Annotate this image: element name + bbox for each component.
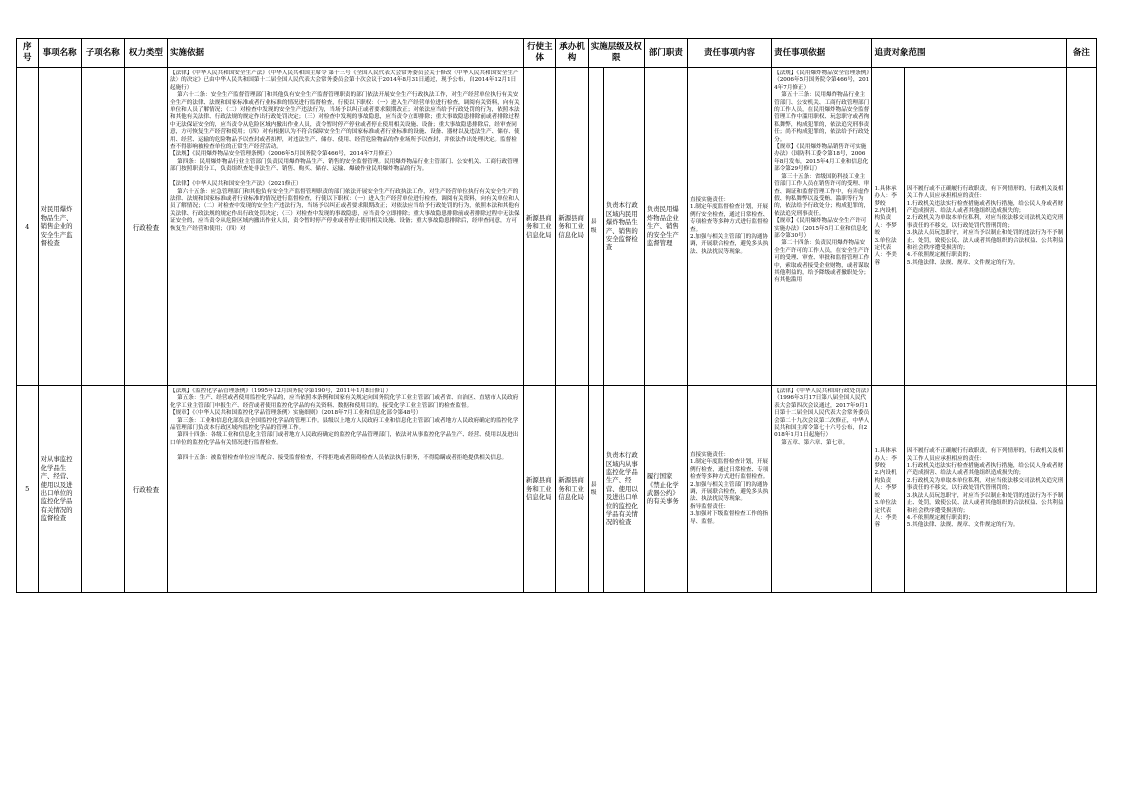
row-subitem	[81, 386, 124, 593]
row-seq: 5	[17, 386, 39, 593]
row-seq: 4	[17, 68, 39, 386]
row-scope: 1.具体承办人：李梦皎 2.内设机构负责人：李梦皎 3.单位法定代表人：李美蓉	[872, 68, 904, 386]
row-respbasis-cell	[772, 68, 872, 386]
row-level-b: 负责本行政区域内从事监控化学品生产、经营、使用以及进出口单位的监控化学品有关情况的检查	[603, 386, 644, 593]
header-level: 实施层级及权限	[588, 39, 644, 68]
row-remark	[1066, 386, 1096, 593]
row-dept: 履行国家《禁止化学武器公约》的有关事务	[644, 386, 687, 593]
header-agency: 承办机构	[556, 39, 588, 68]
row-item: 对民用爆炸物品生产、销售企业的安全生产监督检查	[38, 68, 81, 386]
row-type: 行政检查	[124, 386, 167, 593]
row-remark	[1066, 68, 1096, 386]
row-scope: 1.具体承办人：李梦皎 2.内设机构负责人：李梦皎 3.单位法定代表人：李美蓉	[872, 386, 904, 593]
row-resp: 直接实施责任： 1.制定年度监督检查计划，开展例行安全检查，通过日常检查、专项检查等多种方式进行监督检查。 2.加强与相关主管部门的沟通协调，开展联合检查，避免多头执法、执法扰民等现象。	[687, 68, 771, 386]
row-agency: 新源县商务和工业信息化局	[556, 68, 588, 386]
row-respbasis: 【法规】《民用爆炸物品安全管理条例》（2006年5月国务院令第466号，2014年7月修正） 第五十三条：民用爆炸物品行业主管部门、公安机关、工商行政管理部门的工作人员，在民用爆炸物品安全监督管理工作中滥用职权、玩忽职守或者徇私舞弊，构成犯罪的，依法追究刑事责任；尚不构成犯罪的，依法给予行政处分。 【规章】《民用爆炸物品销售许可实施办法》（国防科工委令第18号，2006年8月发布，2015年4月工业和信息化部令第29号修订） 第三十五条：省级国防科技工业主管部门工作人员在销售许可的受理、审查、调证和监督管理工作中，有弄虚作假、徇私舞弊以及受贿、滥职等行为的，依法给予行政处分；构成犯罪的，依法追究刑事责任。 【规章】《民用爆炸物品安全生产许可实施办法》（2015年5月工业和信息化部令第30号） 第二十四条：负责民用爆炸物品安全生产许可的工作人员，在安全生产许可的受理、审查、审批和监督管理工作中，索取或者接受企业财物，或者谋取其他利益的，给予降级或者撤职处分；有其他滥用	[774, 70, 870, 284]
header-subject: 行使主体	[524, 39, 556, 68]
row-basis-cell	[167, 68, 523, 386]
table-row	[17, 386, 1097, 593]
row-agency: 新源县商务和工业信息化局	[556, 386, 588, 593]
row-respbasis-cell	[772, 386, 872, 593]
row-resp: 直接实施责任： 1.制定年度监督检查计划，开展例行检查，通过日常检查、专项检查等多种方式进行监督检查。 2.加强与相关主管部门的沟通协调，开展联合检查，避免多头执法、执法扰民等现象。 指导监督责任： 3.加强对下级监督检查工作的指导、监督。	[687, 386, 771, 593]
header-item: 事项名称	[38, 39, 81, 68]
header-respbasis: 责任事项依据	[772, 39, 872, 68]
row-subject: 新源县商务和工业信息化局	[524, 68, 556, 386]
header-resp: 责任事项内容	[687, 39, 771, 68]
row-basis: 【法律】《中华人民共和国安全生产法》（中华人民共和国主席令 第十三号《全国人民代表大会常务委员会关于修改〈中华人民共和国安全生产法〉的决定》已由中华人民共和国第十二届全国人民代表大会常务委员会第十次会议于2014年8月31日通过，现予公布，自2014年12月1日起施行） 第六十二条：安全生产监督管理部门和其他负有安全生产监督管理职责的部门依法开展安全生产行政执法工作，对生产经营单位执行有关安全生产的法律、法规和国家标准或者行业标准的情况进行监督检查，行使以下职权：（一）进入生产经营单位进行检查，调阅有关资料，向有关单位和人员了解情况；（二）对检查中发现的安全生产违法行为，当场予以纠正或者要求限期改正；对依法应当给予行政处罚的行为，依照本法和其他有关法律、行政法规的规定作出行政处罚决定；（三）对检查中发现的事故隐患，应当责令立即排除；重大事故隐患排除前或者排除过程中无法保证安全的，应当责令从危险区域内撤出作业人员，责令暂时停产停业或者停止使用相关设施、设备；重大事故隐患排除后，经审查同意，方可恢复生产经营和使用；（四）对有根据认为不符合保障安全生产的国家标准或者行业标准的设施、设备、器材以及违法生产、储存、使用、经营、运输的危险物品予以查封或者扣押，对违法生产、储存、使用、经营危险物品的作业场所予以查封，并依法作出处理决定。监督检查不得影响被检查单位的正常生产经营活动。 【法规】《民用爆炸物品安全管理条例》（2006年5月国务院令第466号，2014年7月修正） 第四条：民用爆炸物品行业主管部门负责民用爆炸物品生产、销售的安全监督管理。民用爆炸物品行业主管部门、公安机关、工商行政管理部门按照职责分工，负责组织查处非法生产、销售、购买、储存、运输、爆破作业民用爆炸物品的行为。 【法律】《中华人民共和国安全生产法》（2021修正） 第六十五条：应急管理部门和其他负有安全生产监督管理职责的部门依法开展安全生产行政执法工作，对生产经营单位执行有关安全生产的法律、法规和国家标准或者行业标准的情况进行监督检查，行使以下职权：（一）进入生产经营单位进行检查，调阅有关资料，向有关单位和人员了解情况；（二）对检查中发现的安全生产违法行为，当场予以纠正或者要求限期改正；对依法应当给予行政处罚的行为，依照本法和其他有关法律、行政法规的规定作出行政处罚决定；（三）对检查中发现的事故隐患，应当责令立即排除；重大事故隐患排除前或者排除过程中无法保证安全的，应当责令从危险区域内撤出作业人员，责令暂时停产停业或者停止使用相关设施、设备；重大事故隐患排除后，经审查同意，方可恢复生产经营和使用；（四）对	[169, 70, 520, 232]
row-level-b: 负责本行政区域内民用爆炸物品生产、销售的安全监督检查	[603, 68, 644, 386]
row-basis: 【法规】《监控化学品管理条例》（1995年12月国务院令第190号，2011年1月8日修订） 第五条：生产、经营或者使用监控化学品的，应当依照本条例和国家有关规定向国务院化学工业主管部门或者省、自治区、直辖市人民政府化学工业主管部门申报生产、经营或者使用监控化学品的有关资料、数据和使用目的，接受化学工业主管部门的检查监督。 【规章】《〈中华人民共和国监控化学品管理条例〉实施细则》（2018年7月工业和信息化部令第48号） 第三条：工业和信息化部负责全国监控化学品的管理工作。县级以上地方人民政府工业和信息化主管部门或者地方人民政府确定的监控化学品管理部门负责本行政区域内监控化学品的管理工作。 第四十四条：各级工业和信息化主管部门或者地方人民政府确定的监控化学品管理部门，依法对从事监控化学品生产、经营、使用以及进出口单位的监控化学品有关情况进行监督检查。 第四十五条：被监督检查单位应当配合、接受监督检查，不得拒绝或者阻碍检查人员依法执行职务，不得隐瞒或者拒绝提供相关信息。	[169, 388, 519, 461]
row-situation: 因不履行或不正确履行行政职责，有下列情形的，行政机关及相关工作人员应承担相应的责任： 1.行政机关违法实行检查措施或者执行措施，给公民人身或者财产造成损害、给法人或者其他组织造成损失的； 2.行政机关为单取本单位私利，对应当依法移交司法机关追究刑事责任的不移交，以行政处罚代替刑罚的； 3.执法人员玩忽职守，对应当予以制止和处罚的违法行为不予制止、处罚，致使公民、法人或者其他组织的合法权益、公共利益和社会秩序遭受损害的； 4.不依照规定履行职责的； 5.其他法律、法规、规章、文件规定的行为。	[904, 386, 1066, 593]
power-list-table	[16, 38, 1097, 593]
row-level-a: 县级	[588, 386, 603, 593]
row-level-a: 县级	[588, 68, 603, 386]
row-dept: 负责民用爆炸物品企业生产、销售的安全生产监督管理	[644, 68, 687, 386]
header-scope: 追责对象范围	[872, 39, 1066, 68]
row-basis-cell	[167, 386, 523, 593]
row-respbasis: 【法律】《中华人民共和国行政处罚法》（1996年3月17日第八届全国人民代表大会第四次会议通过，2017年9月1日第十二届全国人民代表大会常务委员会第二十九次会议第二次修正，中华人民共和国主席令第七十六号公布，自2018年1月1日起施行） 第五章、第六章、第七章。	[774, 388, 870, 446]
header-type: 权力类型	[124, 39, 167, 68]
header-seq: 序号	[17, 39, 39, 68]
row-type: 行政检查	[124, 68, 167, 386]
header-basis: 实施依据	[167, 39, 523, 68]
table-row	[17, 68, 1097, 386]
header-remark: 备注	[1066, 39, 1096, 68]
row-item: 对从事监控化学品生产、经营、使用以及进出口单位的监控化学品有关情况的监督检查	[38, 386, 81, 593]
header-subitem: 子项名称	[81, 39, 124, 68]
header-dept: 部门职责	[644, 39, 687, 68]
row-subitem	[81, 68, 124, 386]
header-row	[17, 39, 1097, 68]
row-situation: 因不履行或不正确履行行政职责，有下列情形的，行政机关及相关工作人员应承担相应的责任： 1.行政机关违法实行检查措施或者执行措施，给公民人身或者财产造成损害、给法人或者其他组织造成损失的； 2.行政机关为单取本单位私利，对应当依法移交司法机关追究刑事责任的不移交，以行政处罚代替刑罚的； 3.执法人员玩忽职守，对应当予以制止和处罚的违法行为不予制止、处罚，致使公民、法人或者其他组织的合法权益、公共利益和社会秩序遭受损害的； 4.不依照规定履行职责的； 5.其他法律、法规、规章、文件规定的行为。	[904, 68, 1066, 386]
row-subject: 新源县商务和工业信息化局	[524, 386, 556, 593]
